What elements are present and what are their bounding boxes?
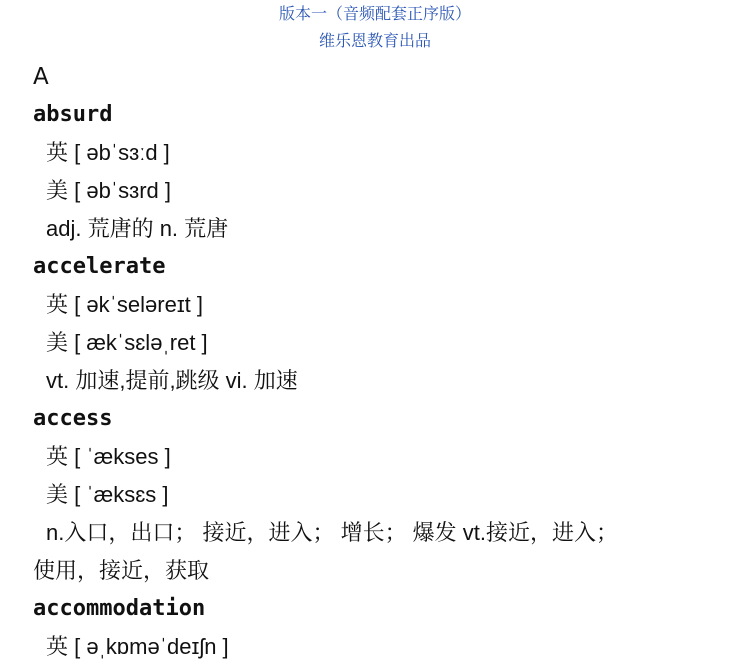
uk-pronunciation: 英 [ əkˈseləreɪt ] [46, 292, 203, 317]
uk-pronunciation: 英 [ ˈækses ] [46, 444, 171, 469]
headword: absurd [33, 102, 113, 127]
vocab-entry-absurd [33, 96, 730, 248]
definition: vt. 加速,提前,跳级 vi. 加速 [46, 368, 298, 393]
headword: access [33, 406, 113, 431]
definition: adj. 荒唐的 n. 荒唐 [46, 216, 229, 241]
vocab-entry-access [33, 400, 730, 590]
headword: accommodation [33, 596, 206, 621]
vocab-entry-accelerate [33, 248, 730, 400]
definition-continued: 使用，接近，获取 [33, 558, 210, 583]
us-pronunciation: 美 [ ˈæksɛs ] [46, 482, 169, 507]
headword: accelerate [33, 254, 166, 279]
definition: n.入口，出口； 接近，进入； 增长； 爆发 vt.接近，进入； [46, 520, 619, 545]
us-pronunciation: 美 [ əbˈsɜrd ] [46, 178, 172, 203]
vocabulary-list [33, 58, 730, 666]
header-title: 版本一（音频配套正序版） [278, 4, 471, 23]
uk-pronunciation: 英 [ əˌkɒməˈdeɪʃn ] [46, 634, 229, 659]
vocab-entry-accommodation [33, 590, 730, 666]
document-header [0, 0, 750, 54]
uk-pronunciation: 英 [ əbˈsɜːd ] [46, 140, 170, 165]
us-pronunciation: 美 [ ækˈsɛləˌret ] [46, 330, 208, 355]
header-publisher: 维乐恩教育出品 [318, 31, 431, 50]
section-letter: A [33, 64, 49, 90]
